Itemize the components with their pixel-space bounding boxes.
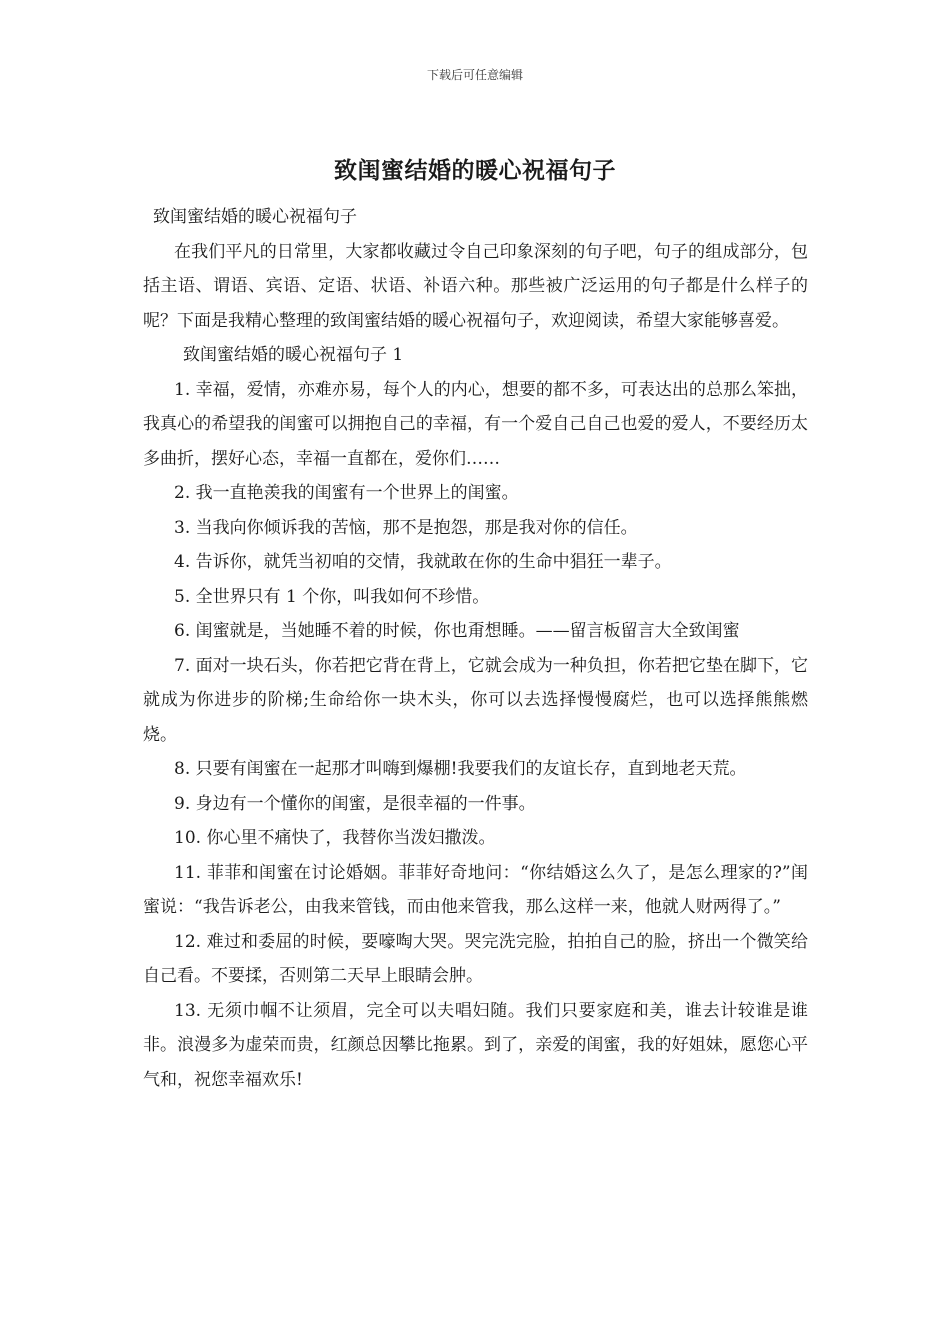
- list-item: 6. 闺蜜就是，当她睡不着的时候，你也甭想睡。——留言板留言大全致闺蜜: [174, 621, 740, 641]
- intro-paragraph: 在我们平凡的日常里，大家都收藏过令自己印象深刻的句子吧，句子的组成部分，包括主语、谓语、宾语、定语、状语、补语六种。那些被广泛运用的句子都是什么样子的呢？下面是我精心整理的致闺蜜结婚的暖心祝福句子，欢迎阅读，希望大家能够喜爱。: [143, 241, 808, 331]
- list-item: 3. 当我向你倾诉我的苦恼，那不是抱怨，那是我对你的信任。: [174, 517, 638, 538]
- list-item: 10. 你心里不痛快了，我替你当泼妇撒泼。: [174, 828, 496, 848]
- list-item: 8. 只要有闺蜜在一起那才叫嗨到爆棚!我要我们的友谊长存，直到地老天荒。: [174, 759, 747, 779]
- document-subtitle: 致闺蜜结婚的暖心祝福句子: [153, 207, 357, 227]
- list-item: 1. 幸福，爱情，亦难亦易，每个人的内心，想要的都不多，可表达出的总那么笨拙，我真心的希望我的闺蜜可以拥抱自己的幸福，有一个爱自己自己也爱的爱人，不要经历太多曲折，摆好心态，幸福一直都在，爱你们……: [143, 379, 808, 469]
- list-item: 13. 无须巾帼不让须眉，完全可以夫唱妇随。我们只要家庭和美，谁去计较谁是谁非。浪漫多为虚荣而贵，红颜总因攀比拖累。到了，亲爱的闺蜜，我的好姐妹，愿您心平气和，祝您幸福欢乐!: [143, 1000, 808, 1090]
- list-item: 11. 菲菲和闺蜜在讨论婚姻。菲菲好奇地问：“你结婚这么久了，是怎么理家的?”闺蜜说：“我告诉老公，由我来管钱，而由他来管我，那么这样一来，他就人财两得了。”: [143, 862, 808, 917]
- list-item: 7. 面对一块石头，你若把它背在背上，它就会成为一种负担，你若把它垫在脚下，它就成为你进步的阶梯;生命给你一块木头，你可以去选择慢慢腐烂，也可以选择熊熊燃烧。: [143, 655, 808, 745]
- document-body: [143, 200, 808, 1097]
- list-item: 12. 难过和委屈的时候，要嚎啕大哭。哭完洗完脸，拍拍自己的脸，挤出一个微笑给自己看。不要揉，否则第二天早上眼睛会肿。: [143, 931, 808, 986]
- list-item: 5. 全世界只有 1 个你，叫我如何不珍惜。: [174, 586, 490, 607]
- section-heading: 致闺蜜结婚的暖心祝福句子 1: [183, 345, 404, 365]
- list-item: 9. 身边有一个懂你的闺蜜，是很幸福的一件事。: [174, 793, 536, 814]
- header-note: 下载后可任意编辑: [426, 68, 523, 82]
- list-item: 2. 我一直艳羡我的闺蜜有一个世界上的闺蜜。: [174, 483, 519, 503]
- list-item: 4. 告诉你，就凭当初咱的交情，我就敢在你的生命中猖狂一辈子。: [174, 552, 672, 572]
- document-title: 致闺蜜结婚的暖心祝福句子: [334, 157, 616, 184]
